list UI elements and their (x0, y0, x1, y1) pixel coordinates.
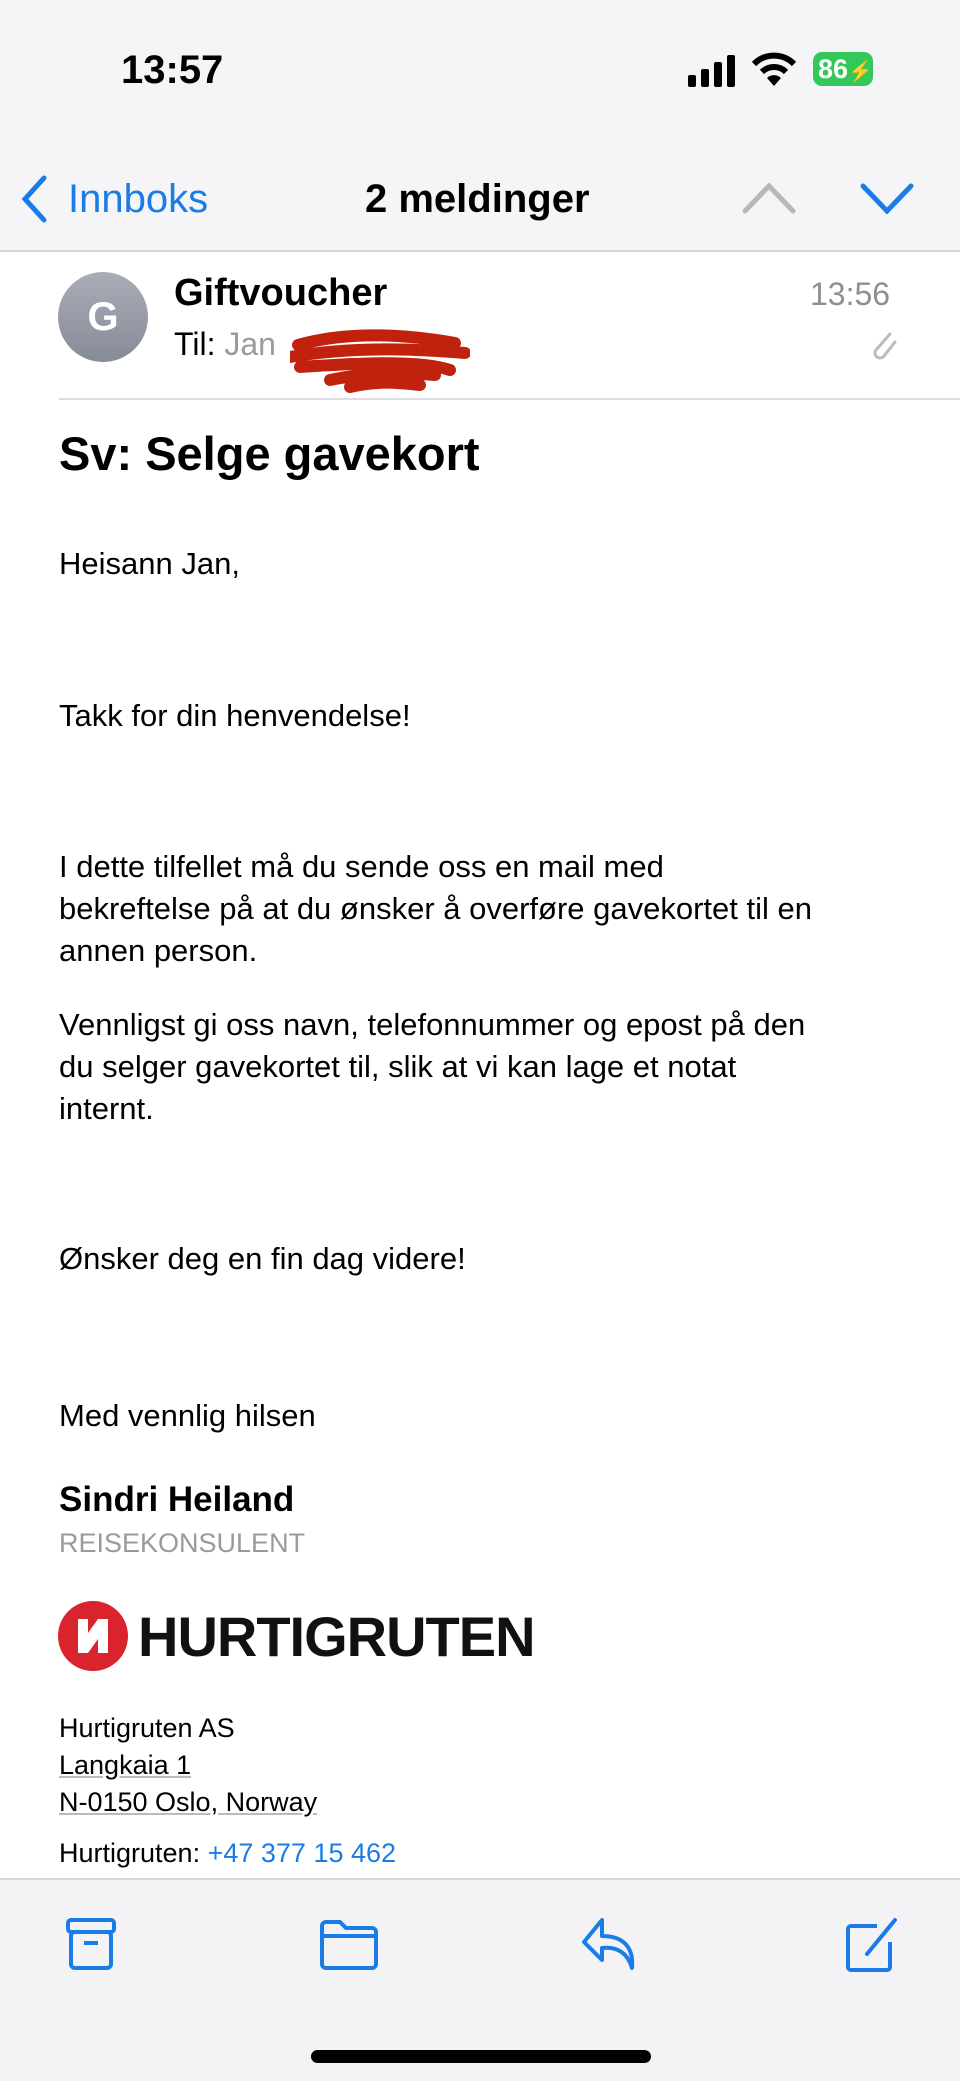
hurtigruten-logo: HURTIGRUTEN (58, 1600, 535, 1672)
next-message-button[interactable] (860, 182, 914, 219)
recipient-name: Jan (224, 326, 276, 362)
nav-title: 2 meldinger (365, 177, 590, 221)
body-line: bekreftelse på at du ønsker å overføre gavekortet til en (59, 891, 812, 926)
battery-indicator: 86⚡ (813, 52, 873, 86)
to-label: Til: (174, 326, 216, 362)
phone-link[interactable]: +47 377 15 462 (207, 1838, 397, 1868)
signal-icon (688, 55, 738, 87)
body-line: du selger gavekortet til, slik at vi kan lage et notat (59, 1049, 737, 1084)
body-line: Takk for din henvendelse! (59, 698, 411, 733)
company-name: Hurtigruten AS (59, 1713, 235, 1743)
sender-avatar: G (58, 272, 148, 362)
back-button[interactable] (20, 172, 208, 226)
attachment-icon (868, 328, 898, 367)
redaction-scribble (290, 325, 470, 398)
signature-name: Sindri Heiland (59, 1480, 295, 1519)
move-to-folder-button[interactable] (318, 1916, 378, 1972)
body-line: annen person. (59, 933, 258, 968)
back-label: Innboks (68, 176, 209, 221)
battery-level: 86 (818, 54, 849, 84)
reply-icon (580, 1916, 640, 1972)
wifi-icon (752, 52, 796, 88)
message-time: 13:56 (810, 276, 891, 312)
chevron-left-icon (20, 175, 48, 223)
body-line: Med vennlig hilsen (59, 1398, 316, 1433)
archive-icon (62, 1916, 122, 1972)
home-indicator[interactable] (311, 2050, 651, 2063)
archive-button[interactable] (62, 1916, 122, 1972)
phone-line (59, 1838, 396, 1869)
compose-icon (843, 1916, 903, 1972)
recipient-line[interactable] (174, 326, 276, 363)
address-city[interactable]: N-0150 Oslo, Norway (59, 1787, 318, 1817)
address-street[interactable]: Langkaia 1 (59, 1750, 192, 1780)
chevron-up-icon (742, 182, 796, 214)
previous-message-button[interactable] (742, 182, 796, 219)
chevron-down-icon (860, 182, 914, 214)
body-line: internt. (59, 1091, 154, 1126)
signature-role: REISEKONSULENT (59, 1528, 306, 1558)
body-line: Heisann Jan, (59, 546, 240, 581)
status-time: 13:57 (121, 48, 224, 92)
body-line: I dette tilfellet må du sende oss en mail med (59, 849, 664, 884)
reply-button[interactable] (580, 1916, 640, 1972)
sender-name[interactable]: Giftvoucher (174, 272, 388, 314)
header-divider (59, 398, 960, 400)
folder-icon (318, 1916, 380, 1972)
subject: Sv: Selge gavekort (59, 427, 480, 480)
compose-button[interactable] (843, 1916, 903, 1972)
phone-label: Hurtigruten: (59, 1838, 201, 1868)
body-line: Vennligst gi oss navn, telefonnummer og epost på den (59, 1007, 806, 1042)
body-line: Ønsker deg en fin dag videre! (59, 1241, 466, 1276)
